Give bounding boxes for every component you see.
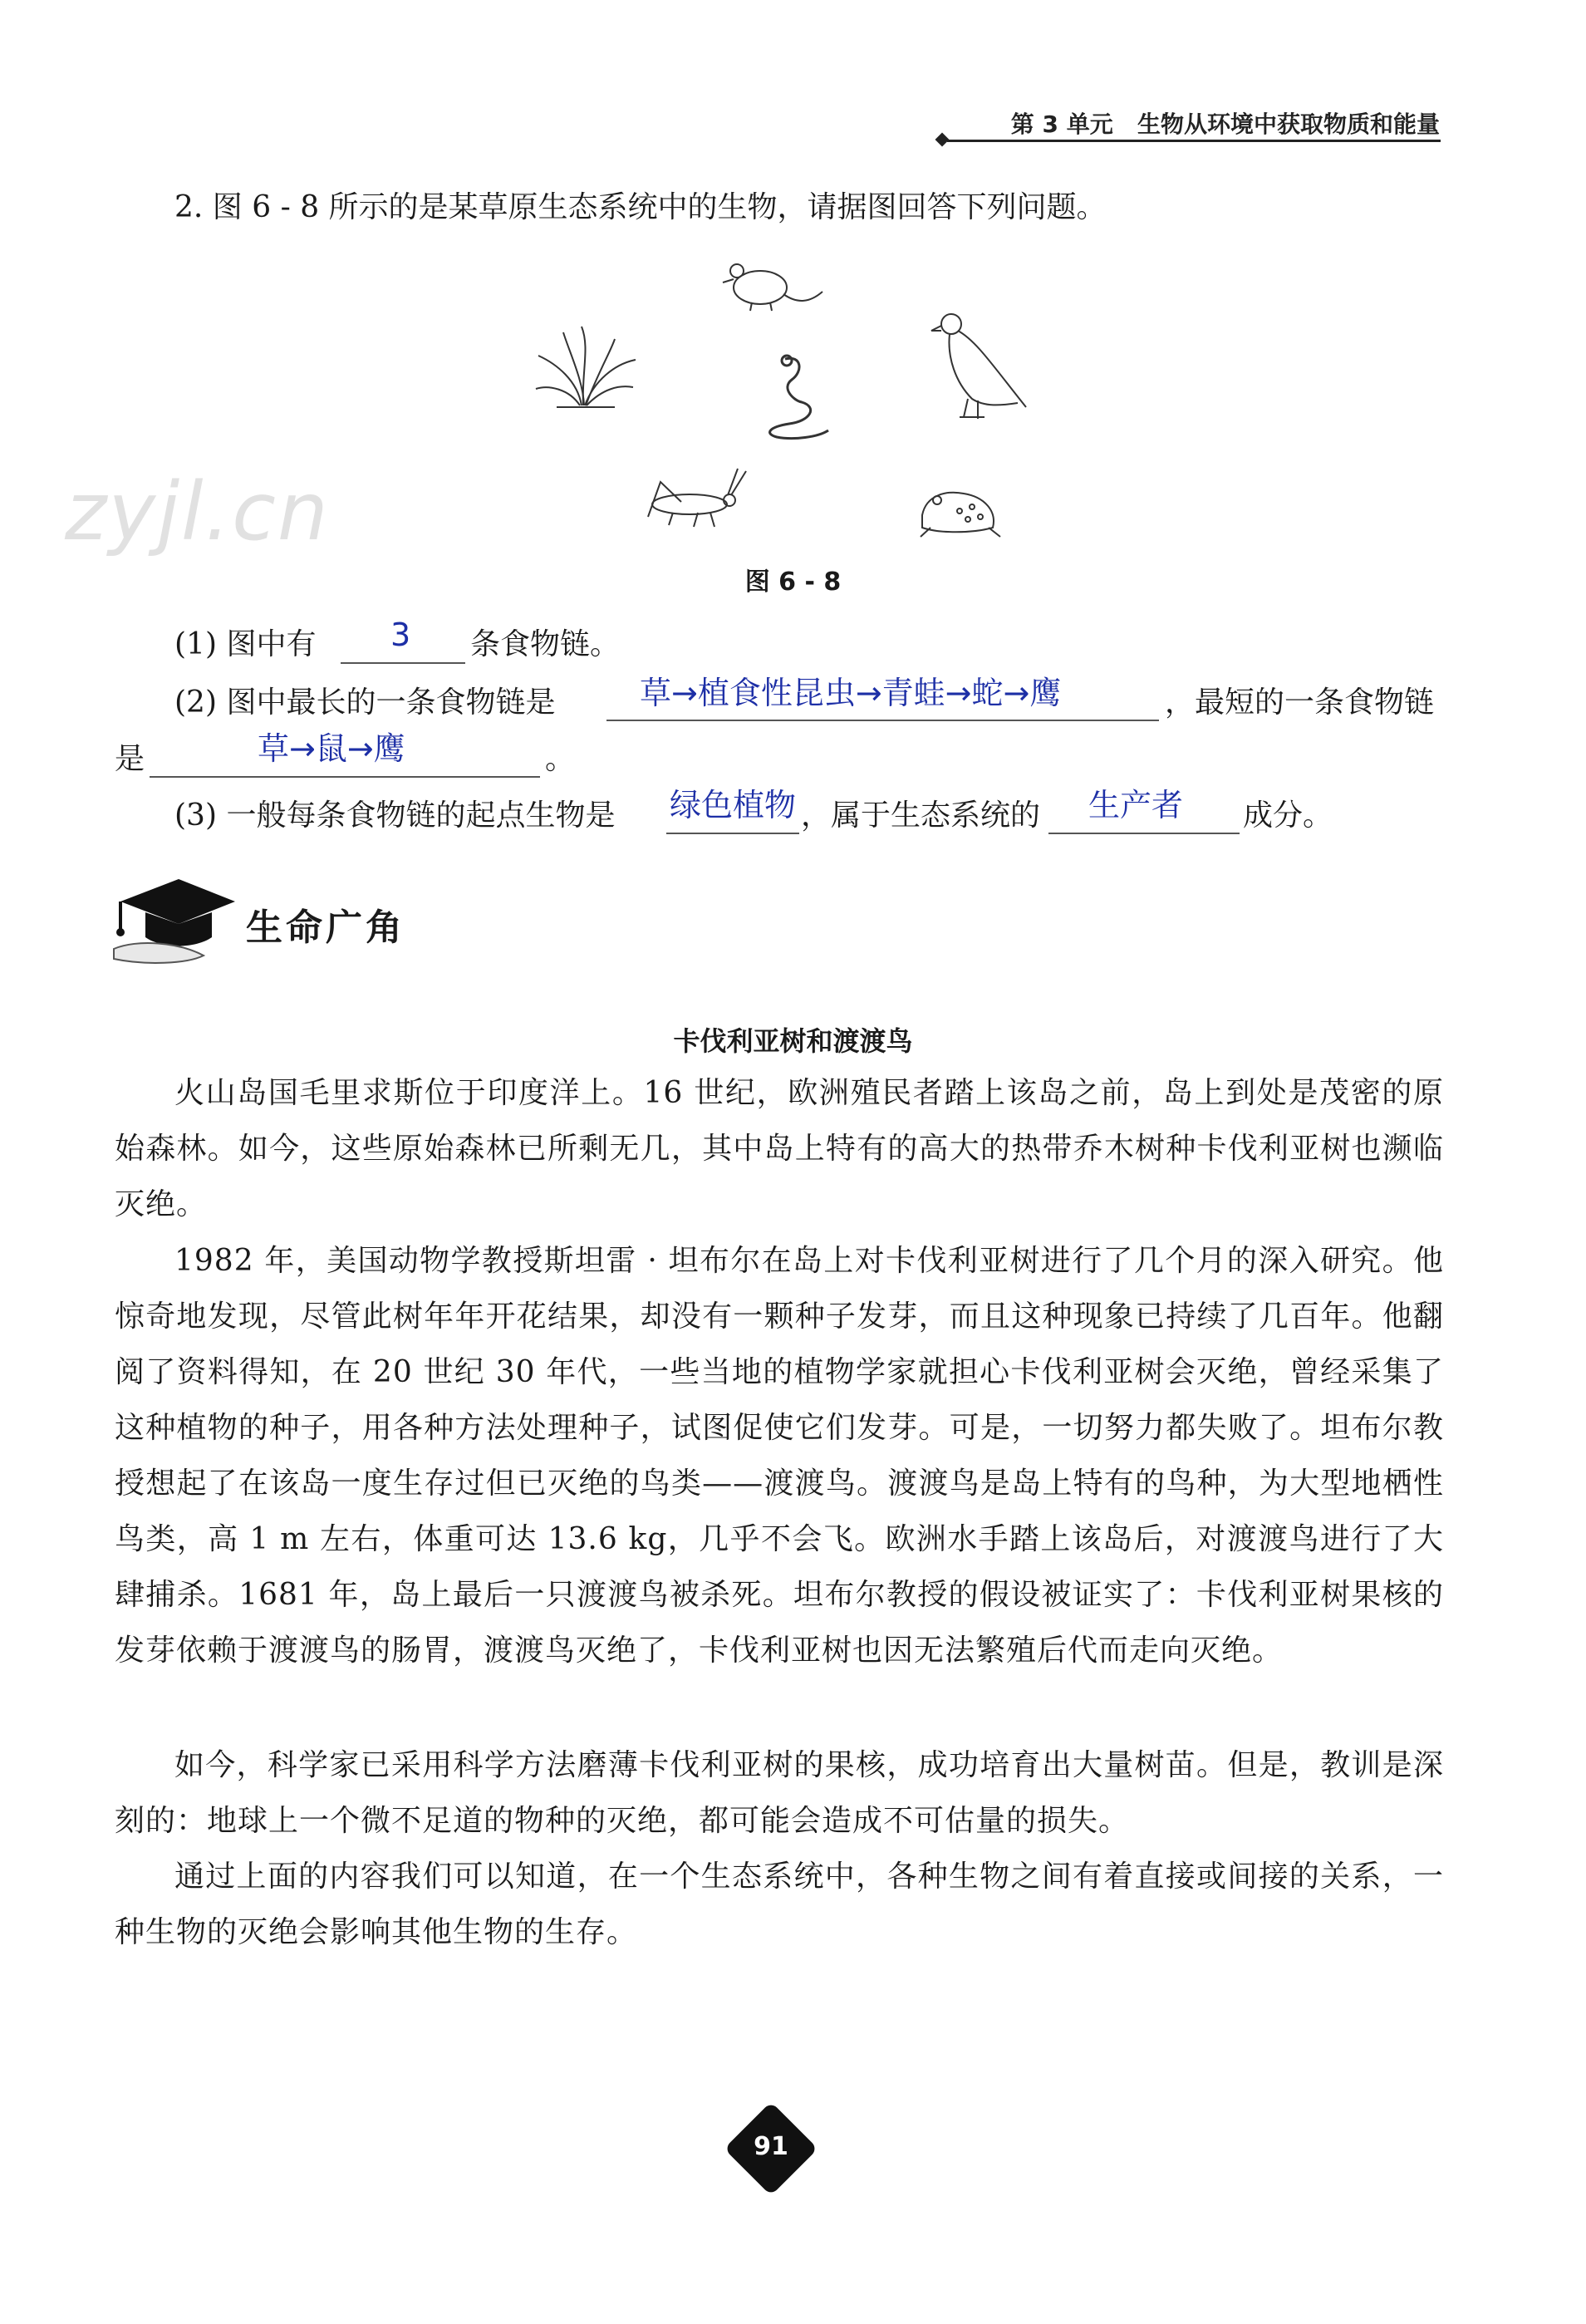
eagle-icon	[926, 307, 1034, 424]
article-paragraph-3: 如今，科学家已采用科学方法磨薄卡伐利亚树的果核，成功培育出大量树苗。但是，教训是深刻的：地球上一个微不足道的物种的灭绝，都可能会造成不可估量的损失。	[115, 1748, 1444, 1838]
q2-line2-suffix: 。	[545, 742, 576, 776]
article-title: 卡伐利亚树和渡渡鸟	[673, 1025, 913, 1057]
page-number: 91	[754, 2132, 788, 2161]
figure-caption: 图 6 - 8	[744, 567, 842, 597]
q2-answer: 草→植食性昆虫→青蛙→蛇→鹰	[640, 675, 1062, 711]
q3-suffix: 成分。	[1243, 798, 1333, 833]
q3-middle: ，属于生态系统的	[801, 798, 1041, 833]
grasshopper-icon	[631, 467, 748, 533]
q2-suffix: ，最短的一条食物链	[1165, 685, 1435, 720]
mouse-icon	[719, 254, 827, 321]
q2-answer-2: 草→鼠→鹰	[258, 730, 405, 767]
q2-blank	[606, 720, 1159, 721]
q2-line2-prefix: 是	[115, 742, 145, 776]
section-title: 生命广角	[246, 907, 405, 949]
q1-answer: 3	[390, 617, 411, 653]
q2-prefix: (2) 图中最长的一条食物链是	[174, 685, 556, 720]
frog-icon	[914, 482, 1005, 540]
q2-blank-2	[150, 776, 540, 778]
q3-blank-1	[666, 833, 799, 834]
q3-answer-1: 绿色植物	[670, 787, 797, 823]
article-paragraph-2: 1982 年，美国动物学教授斯坦雷 · 坦布尔在岛上对卡伐利亚树进行了几个月的深入研究。他惊奇地发现，尽管此树年年开花结果，却没有一颗种子发芽，而且这种现象已持续了几百年。他翻阅了资料得知，在 20 世纪 30 年代，一些当地的植物学家就担心卡伐利亚树会灭绝，曾经采集了这种植物的种子，用各种方法处理种子，试图促使它们发芽。可是，一切努力都失败了。坦布尔教授想起了在该岛一度生存过但已灭绝的鸟类——渡渡鸟。渡渡鸟是岛上特有的鸟种，为大型地栖性鸟类，高 1 m 左右，体重可达 13.6 kg，几乎不会飞。欧洲水手踏上该岛后，对渡渡鸟进行了大肆捕杀。1681 年，岛上最后一只渡渡鸟被杀死。坦布尔教授的假设被证实了：卡伐利亚树果核的发芽依赖于渡渡鸟的肠胃，渡渡鸟灭绝了，卡伐利亚树也因无法繁殖后代而走向灭绝。	[115, 1244, 1444, 1668]
header-title: 生物从环境中获取物质和能量	[1137, 111, 1440, 138]
q1-prefix: (1) 图中有	[174, 627, 317, 661]
header-rule	[947, 140, 1441, 142]
q1-suffix: 条食物链。	[470, 627, 621, 661]
q3-prefix: (3) 一般每条食物链的起点生物是	[174, 798, 616, 833]
header-unit: 第 3 单元	[1010, 111, 1113, 138]
article-paragraph-4: 通过上面的内容我们可以知道，在一个生态系统中，各种生物之间有着直接或间接的关系，一种生物的灭绝会影响其他生物的生存。	[115, 1860, 1444, 1949]
q3-blank-2	[1048, 833, 1240, 834]
running-header	[1011, 106, 1440, 140]
graduation-cap-icon	[112, 872, 237, 968]
article-paragraph-1: 火山岛国毛里求斯位于印度洋上。16 世纪，欧洲殖民者踏上该岛之前，岛上到处是茂密的原始森林。如今，这些原始森林已所剩无几，其中岛上特有的高大的热带乔木树种卡伐利亚树也濒临灭绝。	[115, 1076, 1444, 1221]
question-stem: 2. 图 6 - 8 所示的是某草原生态系统中的生物，请据图回答下列问题。	[174, 190, 1107, 224]
snake-icon	[752, 351, 835, 442]
q1-blank	[341, 662, 465, 664]
q3-answer-2: 生产者	[1088, 787, 1184, 823]
header-diamond-icon	[935, 133, 950, 147]
plant-icon	[532, 322, 640, 414]
watermark: zyjl.cn	[65, 465, 330, 558]
food-web-figure	[498, 249, 1080, 548]
